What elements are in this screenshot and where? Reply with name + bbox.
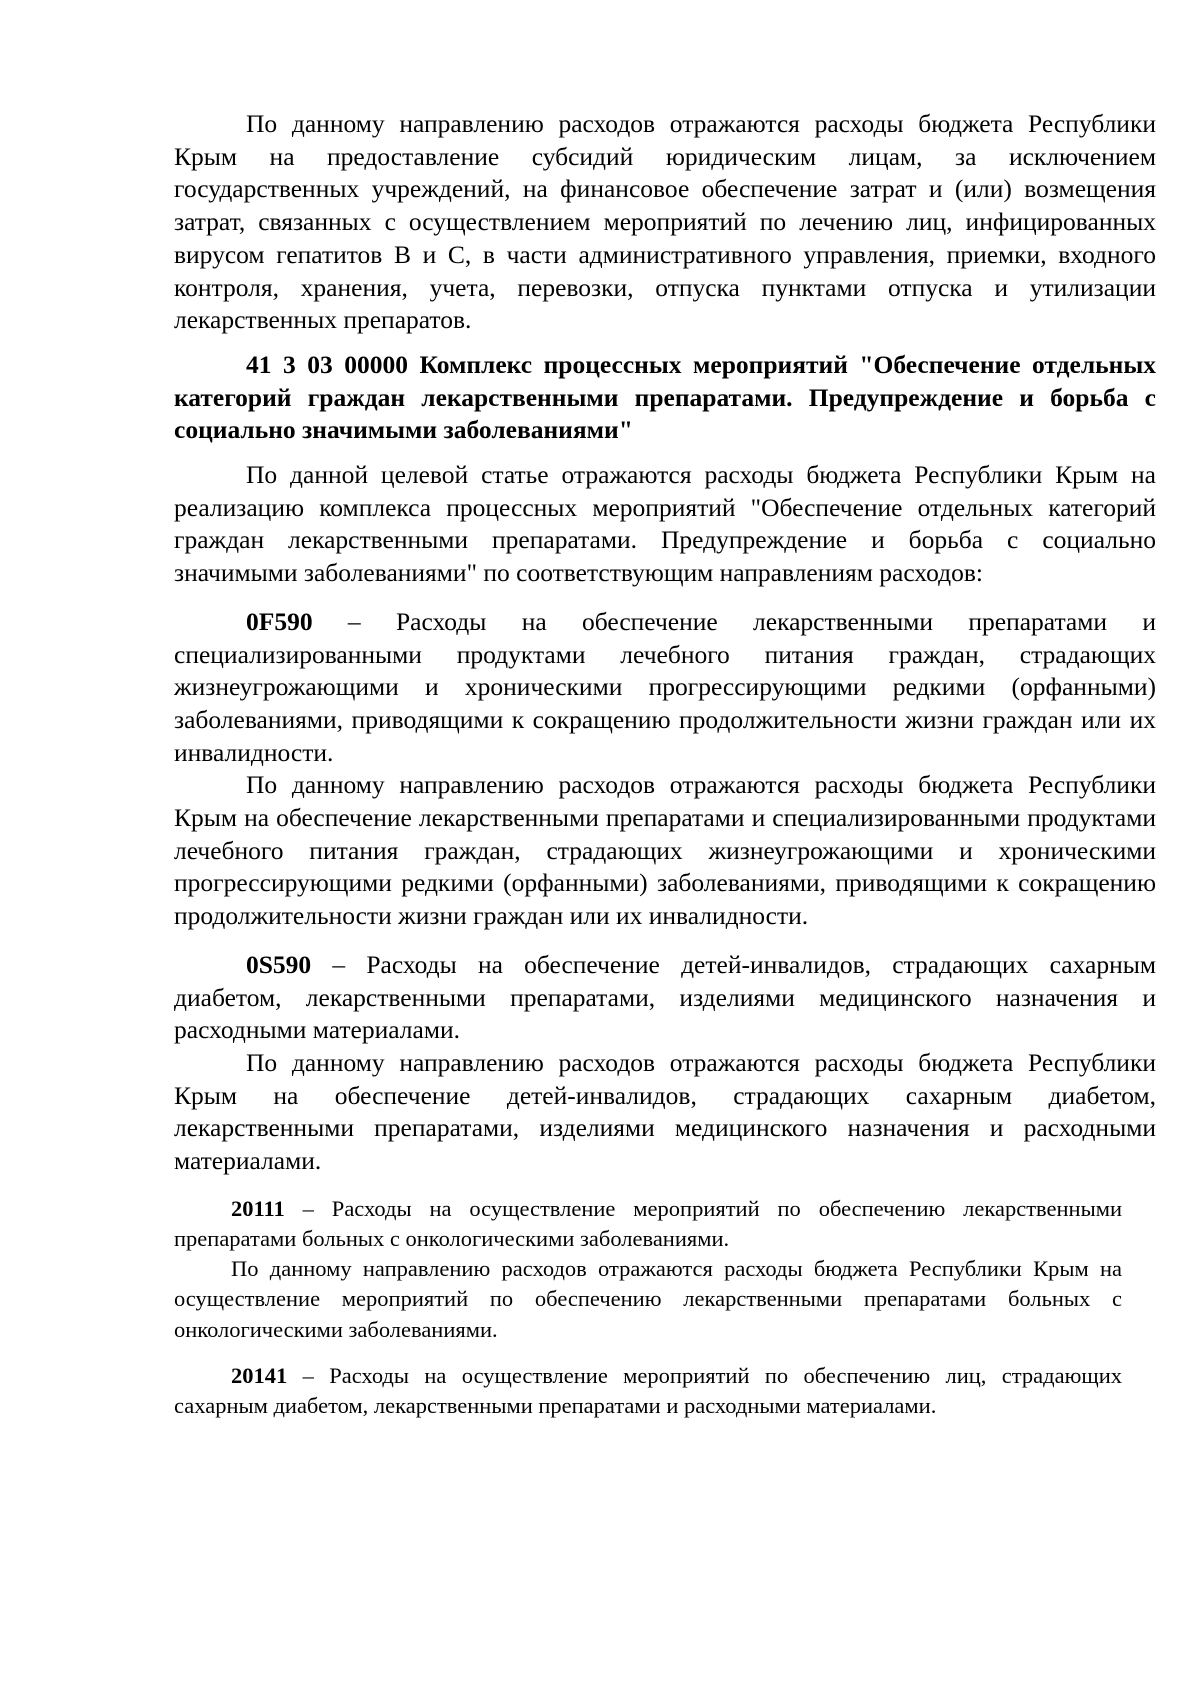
article-description: По данной целевой статье отражаются расходы бюджета Республики Крым на реализацию комплекса процессных мероприятий "Обеспечение отдельных категорий граждан лекарственными препаратами. Предупреждение и борьба с социально значимыми заболеваниями" по соответствующим направлениям расходов:	[174, 460, 1156, 588]
expense-code: 20141	[231, 1362, 288, 1388]
small-section	[174, 1194, 1122, 1421]
expense-item-0s590	[174, 949, 1156, 1047]
expense-item-20141	[174, 1361, 1122, 1421]
section-heading: 41 3 03 00000 Комплекс процессных мероприятий "Обеспечение отдельных категорий граждан лекарственными препаратами. Предупреждение и борьба с социально значимыми заболеваниями"	[174, 349, 1156, 445]
expense-title: – Расходы на обеспечение лекарственными препаратами и специализированными продуктами лечебного питания граждан, страдающих жизнеугрожающими и хроническими прогрессирующими редкими (орфанными) заболеваниями, приводящими к сокращению продолжительности жизни граждан или их инвалидности.	[174, 606, 1156, 767]
expense-description-0f590: По данному направлению расходов отражаются расходы бюджета Республики Крым на обеспечение лекарственными препаратами и специализированными продуктами лечебного питания граждан, страдающих жизнеугрожающими и хроническими прогрессирующими редкими (орфанными) заболеваниями, приводящими к сокращению продолжительности жизни граждан или их инвалидности.	[174, 770, 1156, 931]
expense-description-20111: По данному направлению расходов отражаются расходы бюджета Республики Крым на осуществление мероприятий по обеспечению лекарственными препаратами больных с онкологическими заболеваниями.	[174, 1256, 1122, 1342]
expense-description-0s590: По данному направлению расходов отражаются расходы бюджета Республики Крым на обеспечение детей-инвалидов, страдающих сахарным диабетом, лекарственными препаратами, изделиями медицинского назначения и расходными материалами.	[174, 1047, 1156, 1176]
expense-code: 0S590	[246, 949, 312, 979]
expense-title: – Расходы на обеспечение детей-инвалидов, страдающих сахарным диабетом, лекарственными препаратами, изделиями медицинского назначения и расходными материалами.	[174, 949, 1156, 1045]
expense-item-20111	[174, 1194, 1122, 1254]
expense-title: – Расходы на осуществление мероприятий по обеспечению лиц, страдающих сахарным диабетом, лекарственными препаратами и расходными материалами.	[174, 1362, 1122, 1419]
expense-code: 20111	[231, 1195, 285, 1221]
document-page	[174, 108, 1156, 1421]
expense-code: 0F590	[246, 606, 313, 636]
intro-paragraph: По данному направлению расходов отражаются расходы бюджета Республики Крым на предоставление субсидий юридическим лицам, за исключением государственных учреждений, на финансовое обеспечение затрат и (или) возмещения затрат, связанных с осуществлением мероприятий по лечению лиц, инфицированных вирусом гепатитов B и C, в части административного управления, приемки, входного контроля, хранения, учета, перевозки, отпуска пунктами отпуска и утилизации лекарственных препаратов.	[174, 109, 1156, 335]
expense-title: – Расходы на осуществление мероприятий по обеспечению лекарственными препаратами больных с онкологическими заболеваниями.	[174, 1195, 1122, 1251]
expense-item-0f590	[174, 606, 1156, 770]
